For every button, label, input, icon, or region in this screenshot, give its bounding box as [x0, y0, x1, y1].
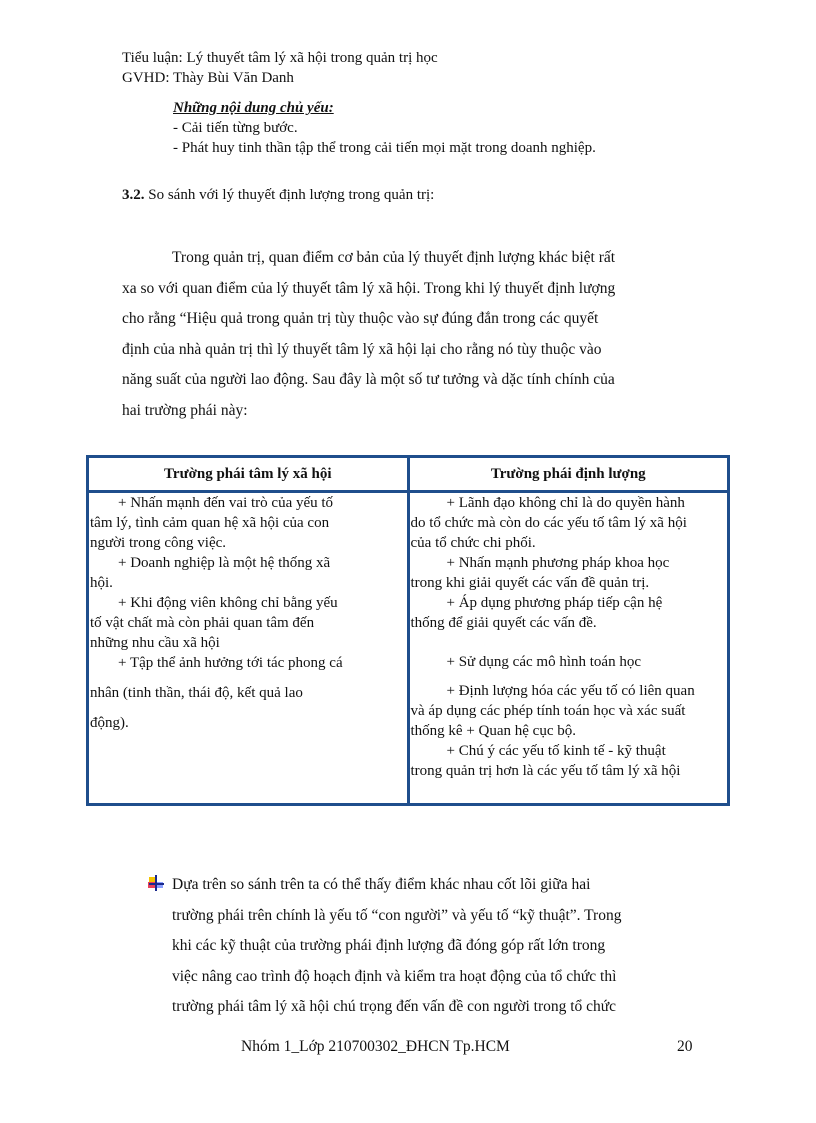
- cell-line: do tổ chức mà còn do các yếu tố tâm lý xã hội: [410, 515, 687, 531]
- main-points-heading: Những nội dung chủ yếu:: [173, 100, 334, 116]
- cell-line: + Sử dụng các mô hình toán học: [446, 654, 641, 670]
- cell-line: những nhu cầu xã hội: [90, 635, 220, 651]
- table-header-row: [88, 457, 729, 492]
- cell-line: trong khi giải quyết các vấn đề quản trị.: [410, 575, 650, 591]
- bullet-icon: [147, 874, 165, 892]
- cell-line: hội.: [90, 575, 113, 591]
- cell-line: và áp dụng các phép tính toán học và xác suất: [410, 703, 686, 719]
- column-header-quantitative: Trường phái định lượng: [408, 457, 729, 492]
- document-header-advisor: GVHD: Thày Bùi Văn Danh: [122, 70, 294, 86]
- intro-line: hai trường phái này:: [122, 402, 248, 419]
- conclusion-line: trường phái trên chính là yếu tố “con người” và yếu tố “kỹ thuật”. Trong: [172, 907, 622, 924]
- main-point-item: - Cải tiến từng bước.: [173, 120, 298, 136]
- cell-line: + Lãnh đạo không chỉ là do quyền hành: [446, 495, 685, 511]
- quantitative-cell: [408, 492, 729, 805]
- intro-line: định của nhà quản trị thì lý thuyết tâm lý xã hội lại cho rằng nó tùy thuộc vào: [122, 341, 602, 358]
- cell-line: tố vật chất mà còn phải quan tâm đến: [90, 615, 315, 631]
- cell-line: + Nhấn mạnh đến vai trò của yếu tố: [118, 495, 334, 511]
- conclusion-line: Dựa trên so sánh trên ta có thể thấy điểm khác nhau cốt lõi giữa hai: [172, 876, 591, 893]
- cell-line: tâm lý, tình cảm quan hệ xã hội của con: [90, 515, 330, 531]
- cell-line: trong quản trị hơn là các yếu tố tâm lý xã hội: [410, 763, 681, 779]
- main-point-item: - Phát huy tinh thần tập thể trong cải tiến mọi mặt trong doanh nghiệp.: [173, 140, 596, 156]
- column-header-social-psychology: Trường phái tâm lý xã hội: [88, 457, 409, 492]
- footer-text: Nhóm 1_Lớp 210700302_ĐHCN Tp.HCM: [241, 1038, 510, 1055]
- section-number: 3.2.: [122, 187, 145, 203]
- cell-line: người trong công việc.: [90, 535, 227, 551]
- cell-line: thống để giải quyết các vấn đề.: [410, 615, 597, 631]
- cell-line: của tổ chức chi phối.: [410, 535, 536, 551]
- cell-line: thống kê + Quan hệ cục bộ.: [410, 723, 576, 739]
- conclusion-line: khi các kỹ thuật của trường phái định lượng đã đóng góp rất lớn trong: [172, 937, 606, 954]
- document-header-title: Tiểu luận: Lý thuyết tâm lý xã hội trong quản trị học: [122, 50, 438, 66]
- section-heading: [122, 185, 434, 205]
- intro-line: năng suất của người lao động. Sau đây là một số tư tưởng và dặc tính chính của: [122, 371, 615, 388]
- table-row: [88, 492, 729, 805]
- cell-line: động).: [90, 715, 129, 731]
- page-number: 20: [677, 1038, 693, 1055]
- conclusion-line: việc nâng cao trình độ hoạch định và kiểm tra hoạt động của tổ chức thì: [172, 968, 617, 985]
- cell-line: + Khi động viên không chỉ bằng yếu: [118, 595, 338, 611]
- cell-line: + Doanh nghiệp là một hệ thống xã: [118, 555, 331, 571]
- conclusion-line: trường phái tâm lý xã hội chú trọng đến vấn đề con người trong tổ chức: [172, 998, 617, 1015]
- intro-line: cho rằng “Hiệu quả trong quản trị tùy thuộc vào sự đúng đắn trong các quyết: [122, 310, 599, 327]
- social-psychology-cell: [88, 492, 409, 805]
- intro-line: Trong quản trị, quan điểm cơ bản của lý thuyết định lượng khác biệt rất: [172, 249, 616, 266]
- cell-line: nhân (tinh thần, thái độ, kết quả lao: [90, 685, 303, 701]
- cell-line: + Tập thể ảnh hưởng tới tác phong cá: [118, 655, 343, 671]
- cell-line: + Áp dụng phương pháp tiếp cận hệ: [446, 595, 663, 611]
- cell-line: + Nhấn mạnh phương pháp khoa học: [446, 555, 670, 571]
- section-title: So sánh với lý thuyết định lượng trong quản trị:: [144, 187, 435, 203]
- cell-line: + Định lượng hóa các yếu tố có liên quan: [446, 683, 695, 699]
- comparison-table: [86, 455, 730, 806]
- intro-line: xa so với quan điểm của lý thuyết tâm lý xã hội. Trong khi lý thuyết định lượng: [122, 280, 616, 297]
- cell-line: + Chú ý các yếu tố kinh tế - kỹ thuật: [446, 743, 666, 759]
